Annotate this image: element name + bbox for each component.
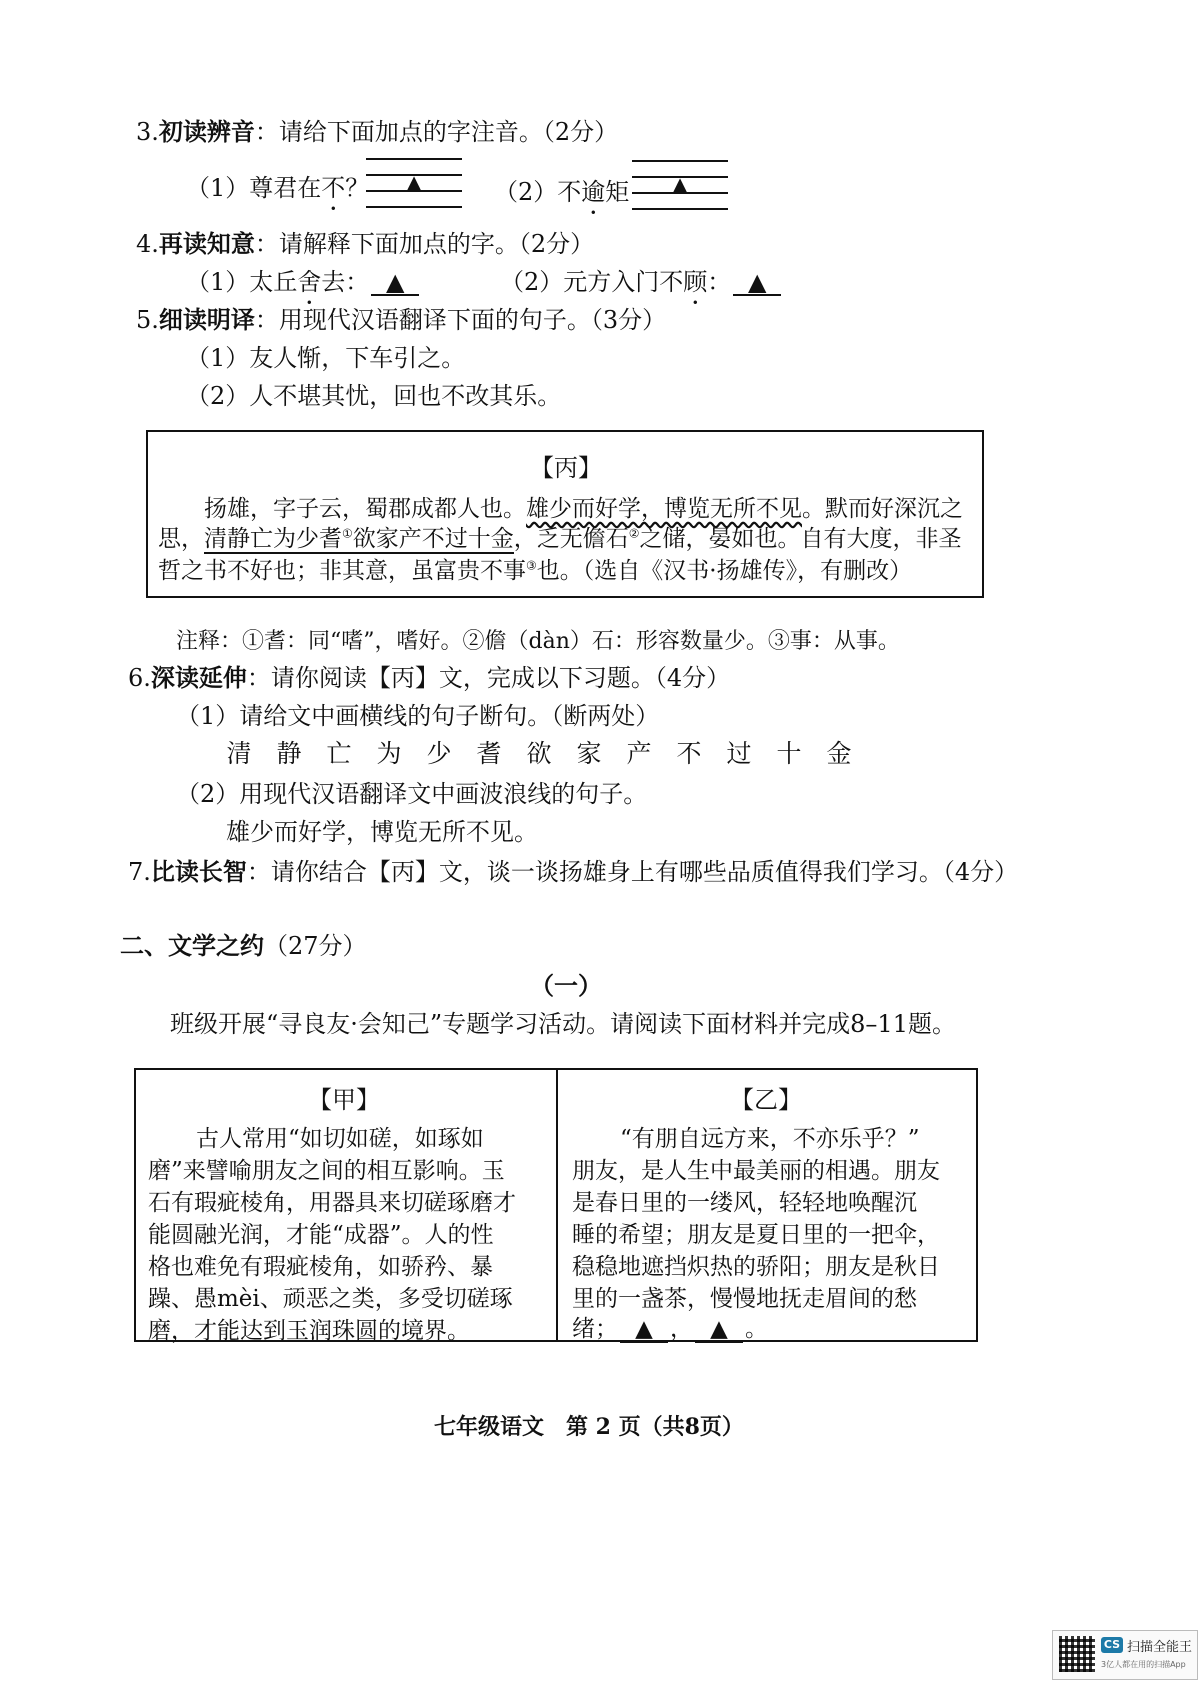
material-yi-text: ， (670, 1316, 693, 1342)
answer-triangle-icon: ▲ (407, 172, 421, 193)
sentence-char: 产 (626, 739, 652, 768)
material-jia-line: 能圆融光润，才能“成器”。人的性 (148, 1222, 494, 1248)
answer-triangle-icon: ▲ (673, 174, 687, 195)
q4-item-1-text-end: 去： (321, 268, 370, 296)
q4-item-1-text: 太丘 (249, 268, 298, 296)
sentence-char: 过 (726, 739, 752, 768)
q4-title: 再读知意 (158, 229, 255, 258)
q4-answer-blank-1: ▲ (371, 270, 419, 296)
sentence-char: 欲 (526, 739, 552, 768)
section-2-title: 二、文学之约 (120, 931, 264, 960)
q3-item-1-text-end: ？ (345, 174, 370, 202)
passage-bing-text: 扬雄，字子云，蜀郡成都人也。 (204, 496, 526, 522)
q3-prompt: ：请给下面加点的字注音。（2分） (254, 118, 619, 146)
sentence-char: 静 (276, 739, 302, 768)
section-2-part-number: （一） (530, 971, 602, 1000)
q4-item-2-dotted-char: 顾 (683, 268, 708, 296)
question-5 (136, 300, 666, 335)
scanner-app-name: 扫描全能王 (1127, 1640, 1193, 1655)
q4-answer-blank-2: ▲ (733, 270, 781, 296)
passage-bing-text: ，乏无儋石 (513, 526, 629, 552)
note-marker: ③ (526, 558, 537, 573)
q4-item-2-text: 元方入门不 (563, 268, 684, 296)
passage-bing-underlined-sentence: 欲家产不过十金 (352, 526, 514, 552)
passage-bing-wavy-sentence: 雄少而好学，博览无所不见 (526, 496, 802, 522)
passage-bing-line-1 (204, 490, 963, 523)
q3-item-2 (494, 172, 629, 220)
material-yi-text: 。 (745, 1316, 768, 1342)
q3-title: 初读辨音 (158, 117, 255, 146)
passage-bing-line-2 (158, 520, 962, 553)
material-jia-line: 格也难免有瑕疵棱角，如骄矜、暴 (148, 1254, 493, 1280)
note-marker: ① (342, 526, 353, 541)
page-footer: 七年级语文 第 2 页（共8页） (434, 1414, 744, 1440)
passage-bing-text: 也。（选自《汉书·扬雄传》，有删改） (536, 558, 913, 584)
section-2-heading (120, 926, 367, 961)
q6-sub-1: （1）请给文中画横线的句子断句。（断两处） (176, 702, 660, 730)
q7-title: 比读长智 (150, 857, 247, 886)
q3-number: 3. (136, 118, 159, 146)
passage-bing-line-3 (158, 552, 912, 585)
sentence-char: 家 (576, 739, 602, 768)
material-yi-text: 绪； (572, 1316, 618, 1342)
passage-bing-text: 之储，晏如也。自有大度，非圣 (639, 526, 962, 552)
annotation-notes: 注释：①耆：同“嗜”，嗜好。②儋（dàn）石：形容数量少。③事：从事。 (176, 629, 900, 654)
material-jia-line: 躁、愚mèi、顽恶之类，多受切磋琢 (148, 1286, 513, 1312)
material-yi-line: “有朋自远方来，不亦乐乎？” (620, 1126, 920, 1152)
q3-item-1-dotted-char: 不 (321, 174, 346, 202)
q4-item-2-label: （2） (500, 268, 564, 296)
q5-number: 5. (136, 306, 159, 334)
q4-item-1-label: （1） (186, 268, 250, 296)
material-jia-line: 磨”来譬喻朋友之间的相互影响。玉 (148, 1158, 505, 1184)
q6-prompt: ：请你阅读【丙】文，完成以下习题。（4分） (246, 664, 731, 692)
q3-pinyin-lines-1 (366, 158, 462, 208)
sentence-char: 为 (376, 739, 402, 768)
q6-sentence-chars (214, 734, 864, 770)
q6-title: 深读延伸 (150, 663, 247, 692)
question-4 (136, 224, 594, 259)
sentence-char: 金 (826, 739, 852, 768)
qr-code-icon (1059, 1636, 1095, 1672)
question-6 (128, 658, 730, 693)
material-yi-answer-blank-1: ▲ (620, 1318, 668, 1343)
q5-item-1: （1）友人惭，下车引之。 (186, 344, 466, 372)
sentence-char: 耆 (476, 739, 502, 768)
section-2-intro: 班级开展“寻良友·会知己”专题学习活动。请阅读下面材料并完成8–11题。 (170, 1010, 956, 1038)
q5-title: 细读明译 (158, 305, 255, 334)
q5-item-2: （2）人不堪其忧，回也不改其乐。 (186, 382, 562, 410)
scanner-tagline: 3亿人都在用的扫描App (1101, 1660, 1186, 1669)
material-jia-line: 古人常用“如切如磋，如琢如 (196, 1126, 484, 1152)
q3-item-2-label: （2） (494, 178, 558, 206)
material-jia-line: 磨，才能达到玉润珠圆的境界。 (148, 1318, 470, 1344)
q6-sub-2: （2）用现代汉语翻译文中画波浪线的句子。 (176, 780, 648, 808)
q5-prompt: ：用现代汉语翻译下面的句子。（3分） (254, 306, 667, 334)
q7-number: 7. (128, 858, 151, 886)
q3-pinyin-lines-2 (632, 160, 728, 210)
material-yi-line: 里的一盏茶，慢慢地抚走眉间的愁 (572, 1286, 917, 1312)
material-yi-line: 是春日里的一缕风，轻轻地唤醒沉 (572, 1190, 917, 1216)
material-yi-line: 稳稳地遮挡炽热的骄阳；朋友是秋日 (572, 1254, 940, 1280)
material-yi-line: 睡的希望；朋友是夏日里的一把伞， (572, 1222, 940, 1248)
material-yi-answer-blank-2: ▲ (695, 1318, 743, 1343)
scanner-watermark (1052, 1630, 1198, 1680)
sentence-char: 不 (676, 739, 702, 768)
material-yi-last-line (572, 1310, 768, 1343)
q4-item-1-dotted-char: 舍 (297, 268, 322, 296)
material-jia-line: 石有瑕疵棱角，用器具来切磋琢磨才 (148, 1190, 516, 1216)
q4-item-2-text-end: ： (707, 268, 732, 296)
sentence-char: 少 (426, 739, 452, 768)
sentence-char: 亡 (326, 739, 352, 768)
q7-prompt: ：请你结合【丙】文，谈一谈扬雄身上有哪些品质值得我们学习。（4分） (246, 858, 1019, 886)
material-yi-heading: 【乙】 (730, 1086, 802, 1114)
sentence-char: 十 (776, 739, 802, 768)
q3-item-2-text: 不 (557, 178, 582, 206)
q3-item-1 (186, 168, 369, 216)
material-yi-line: 朋友，是人生中最美丽的相遇。朋友 (572, 1158, 940, 1184)
q4-prompt: ：请解释下面加点的字。（2分） (254, 230, 595, 258)
q3-item-2-text-end: 矩 (605, 178, 630, 206)
q4-number: 4. (136, 230, 159, 258)
q3-item-2-dotted-char: 逾 (581, 178, 606, 206)
q3-item-1-text: 尊君在 (249, 174, 322, 202)
passage-bing-underlined-sentence: 清静亡为少耆 (204, 526, 342, 552)
section-2-score: （27分） (264, 932, 367, 960)
camscanner-logo-icon: CS (1101, 1637, 1123, 1653)
q3-item-1-label: （1） (186, 174, 250, 202)
material-jia-heading: 【甲】 (308, 1086, 380, 1114)
q6-number: 6. (128, 664, 151, 692)
passage-bing-text: 思， (158, 526, 204, 552)
sentence-char: 清 (226, 739, 252, 768)
note-marker: ② (628, 526, 640, 541)
q6-sub-2-sentence: 雄少而好学，博览无所不见。 (226, 818, 538, 846)
passage-bing-text: 哲之书不好也；非其意，虽富贵不事 (158, 558, 526, 584)
passage-bing-heading: 【丙】 (530, 454, 602, 482)
question-7 (128, 852, 1018, 887)
question-3 (136, 112, 618, 147)
passage-bing-text: 。默而好深沉之 (802, 496, 963, 522)
